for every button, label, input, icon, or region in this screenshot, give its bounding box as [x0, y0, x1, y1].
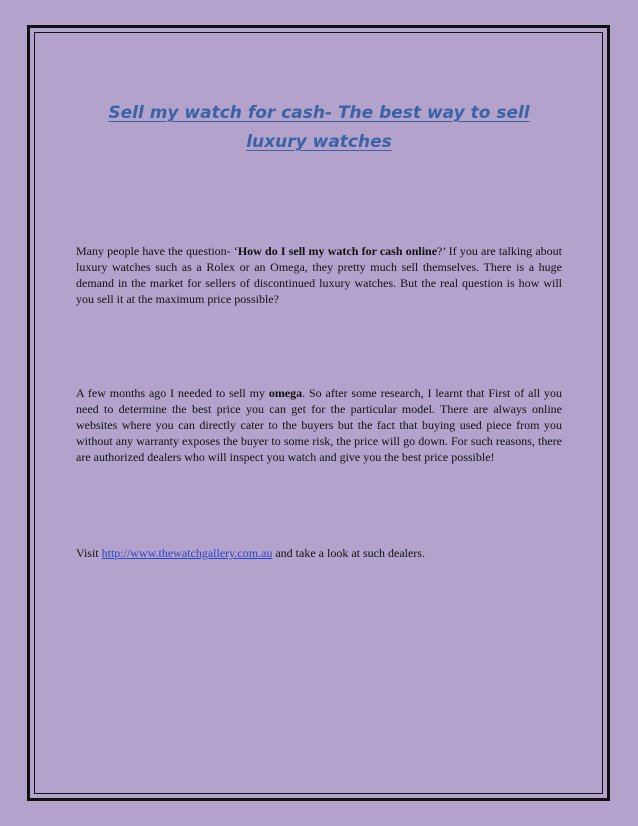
paragraph-visit-text-end: and take a look at such dealers. [272, 546, 425, 560]
paragraph-visit-text-start: Visit [76, 546, 102, 560]
paragraph-experience-bold-brand: omega [268, 386, 303, 400]
paragraph-experience [76, 385, 562, 465]
document-title: Sell my watch for cash- The best way to sell luxury watches [108, 103, 530, 152]
paragraph-intro-text-end: ?’ If you are talking about luxury watches such as a Rolex or an Omega, they pretty much sell themselves. There is a huge demand in the market for sellers of discontinued luxury watches. But the real question is how will you sell it at the maximum price possible? [76, 244, 562, 306]
paragraph-visit [76, 545, 562, 561]
paragraph-intro [76, 243, 562, 307]
paragraph-intro-bold-question: How do I sell my watch for cash online [237, 244, 438, 258]
watch-gallery-link[interactable]: http://www.thewatchgallery.com.au [101, 546, 273, 560]
paragraph-experience-text-end: . So after some research, I learnt that First of all you need to determine the best price you can get for the particular model. There are always online websites where you can directly cater to the buyers but the fact that buying used piece from you without any warranty exposes the buyer to some risk, the price will go down. For such reasons, there are authorized dealers who will inspect you watch and give you the best price possible! [76, 386, 562, 464]
paragraph-intro-text-start: Many people have the question- ‘ [76, 244, 238, 258]
paragraph-experience-text-start: A few months ago I needed to sell my [76, 386, 269, 400]
